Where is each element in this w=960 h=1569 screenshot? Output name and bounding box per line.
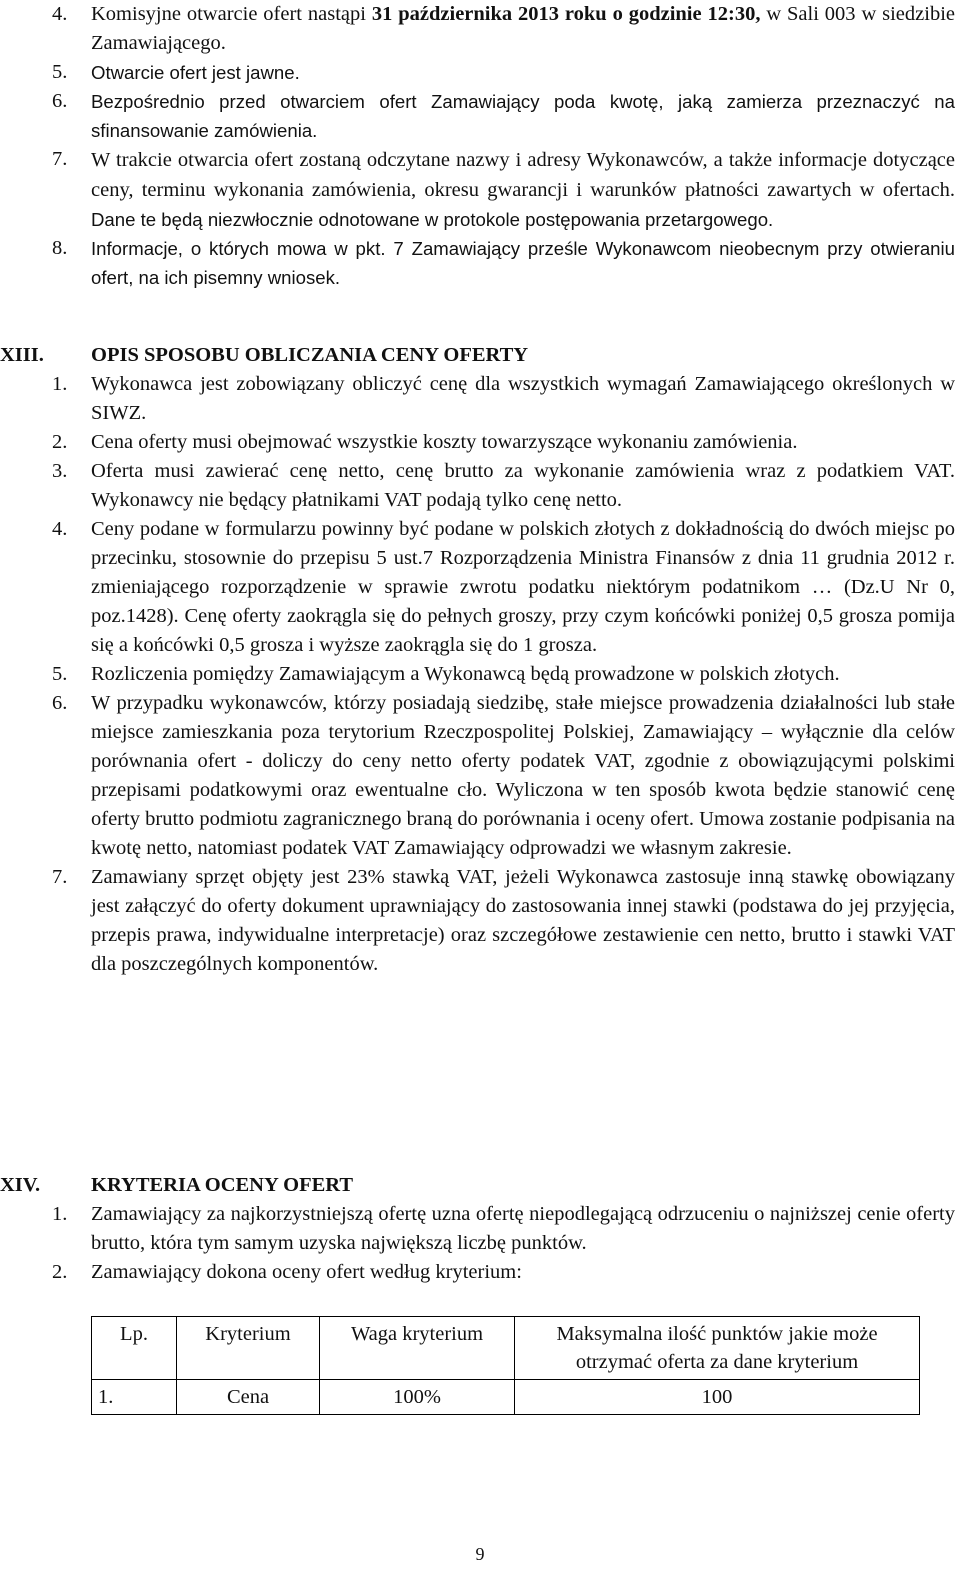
item-number: 1. [52,373,68,395]
list-item [52,1200,955,1258]
list-item [52,87,955,145]
list-item [52,689,955,863]
criteria-table [91,1316,920,1415]
header-cell-max-points: Maksymalna ilość punktów jakie może otrzymać oferta za dane kryterium [515,1317,920,1380]
section-xiii-heading [0,341,940,370]
table-cell: Cena [177,1380,320,1415]
page-number: 9 [475,1544,485,1564]
table-row [92,1380,920,1415]
table-cell: 100 [515,1380,920,1415]
item-text: Zamawiany sprzęt objęty jest 23% stawką VAT, jeżeli Wykonawca zastosuje inną stawkę obowiązany jest załączyć do oferty dokument uprawniający do zastosowania innej stawki (podstawa do jej przyjęcia, przepis prawa, indywidualne interpretacje) oraz szczegółowe zestawienie cen netto, brutto i stawki VAT dla poszczególnych komponentów. [91,866,955,975]
header-cell-waga: Waga kryterium [320,1317,515,1380]
item-number: 6. [52,692,68,714]
evaluation-criteria-list [52,1200,955,1287]
section-number: XIII. [0,344,44,366]
list-item [52,234,955,292]
item-text: Rozliczenia pomiędzy Zamawiającym a Wykonawcą będą prowadzone w polskich złotych. [91,663,840,685]
item-text: Oferta musi zawierać cenę netto, cenę brutto za wykonanie zamówienia wraz z podatkiem VAT. Wykonawcy nie będący płatnikami VAT podają tylko cenę netto. [91,460,955,511]
item-number: 2. [52,1261,68,1283]
item-number: 5. [52,663,68,685]
table-cell: 1. [92,1380,177,1415]
list-item [52,863,955,979]
item-number: 5. [52,61,68,83]
list-item [52,457,955,515]
item-text: Bezpośrednio przed otwarciem ofert Zamawiający poda kwotę, jaką zamierza przeznaczyć na sfinansowanie zamówienia. [91,91,955,141]
item-text: Wykonawca jest zobowiązany obliczyć cenę dla wszystkich wymagań Zamawiającego określonych w SIWZ. [91,373,955,424]
item-number: 1. [52,1203,68,1225]
item-number: 7. [52,866,68,888]
item-text: Zamawiający dokona oceny ofert według kryterium: [91,1261,522,1283]
header-cell-kryterium: Kryterium [177,1317,320,1380]
offers-opening-list [52,0,955,292]
list-item [52,660,955,689]
item-text: W przypadku wykonawców, którzy posiadają siedzibę, stałe miejsce prowadzenia działalności lub stałe miejsce zamieszkania poza terytorium Rzeczpospolitej Polskiej, Zamawiający – wyłącznie dla celów porównania ofert - doliczy do ceny netto oferty podatek VAT, zgodnie z obowiązującymi polskimi przepisami podatkowymi oraz ewentualne cło. Wyliczona w ten sposób kwota będzie stanowić cenę oferty brutto podmiotu zagranicznego braną do porównania i oceny ofert. Umowa zostanie podpisania na kwotę netto, natomiast podatek VAT Zamawiający odprowadzi we własnym zakresie. [91,692,955,859]
list-item [52,428,955,457]
header-cell-lp: Lp. [92,1317,177,1380]
price-calculation-list [52,370,955,979]
section-number: XIV. [0,1174,41,1196]
item-text: Cena oferty musi obejmować wszystkie koszty towarzyszące wykonaniu zamówienia. [91,431,798,453]
item-text: W trakcie otwarcia ofert zostaną odczytane nazwy i adresy Wykonawców, a także informacje dotyczące ceny, terminu wykonania zamówienia, okresu gwarancji i warunków płatności zawartych w ofertach. Dane te będą niezwłocznie odnotowane w protokole postępowania przetargowego. [91,149,955,230]
item-text: Komisyjne otwarcie ofert nastąpi 31 października 2013 roku o godzinie 12:30, w Sali 003 w siedzibie Zamawiającego. [91,3,955,54]
list-item [52,58,955,87]
list-item [52,515,955,660]
item-text: Ceny podane w formularzu powinny być podane w polskich złotych z dokładnością do dwóch miejsc po przecinku, stosownie do przepisu 5 ust.7 Rozporządzenia Ministra Finansów z dnia 11 grudnia 2012 r. zmieniającego rozporządzenie w sprawie zwrotu podatku niektórym podatnikom … (Dz.U Nr 0, poz.1428). Cenę oferty zaokrągla się do pełnych groszy, przy czym końcówki poniżej 0,5 grosza pomija się a końcówki 0,5 grosza i wyższe zaokrągla się do 1 grosza. [91,518,955,656]
item-text: Otwarcie ofert jest jawne. [91,62,300,83]
item-number: 8. [52,237,68,259]
section-title: OPIS SPOSOBU OBLICZANIA CENY OFERTY [91,344,529,366]
section-xiv-heading [0,1171,940,1200]
item-number: 4. [52,518,68,540]
item-number: 4. [52,3,68,25]
list-item [52,370,955,428]
list-item [52,0,955,58]
item-number: 6. [52,90,68,112]
section-title: KRYTERIA OCENY OFERT [91,1174,354,1196]
list-item [52,1258,955,1287]
table-header-row [92,1317,920,1380]
list-item [52,145,955,234]
item-text: Zamawiający za najkorzystniejszą ofertę uzna ofertę niepodlegającą odrzuceniu o najniższej cenie oferty brutto, która tym samym uzyska największą liczbę punktów. [91,1203,955,1254]
table-cell: 100% [320,1380,515,1415]
item-number: 7. [52,148,68,170]
item-number: 2. [52,431,68,453]
item-text: Informacje, o których mowa w pkt. 7 Zamawiający prześle Wykonawcom nieobecnym przy otwieraniu ofert, na ich pisemny wniosek. [91,238,955,288]
item-number: 3. [52,460,68,482]
